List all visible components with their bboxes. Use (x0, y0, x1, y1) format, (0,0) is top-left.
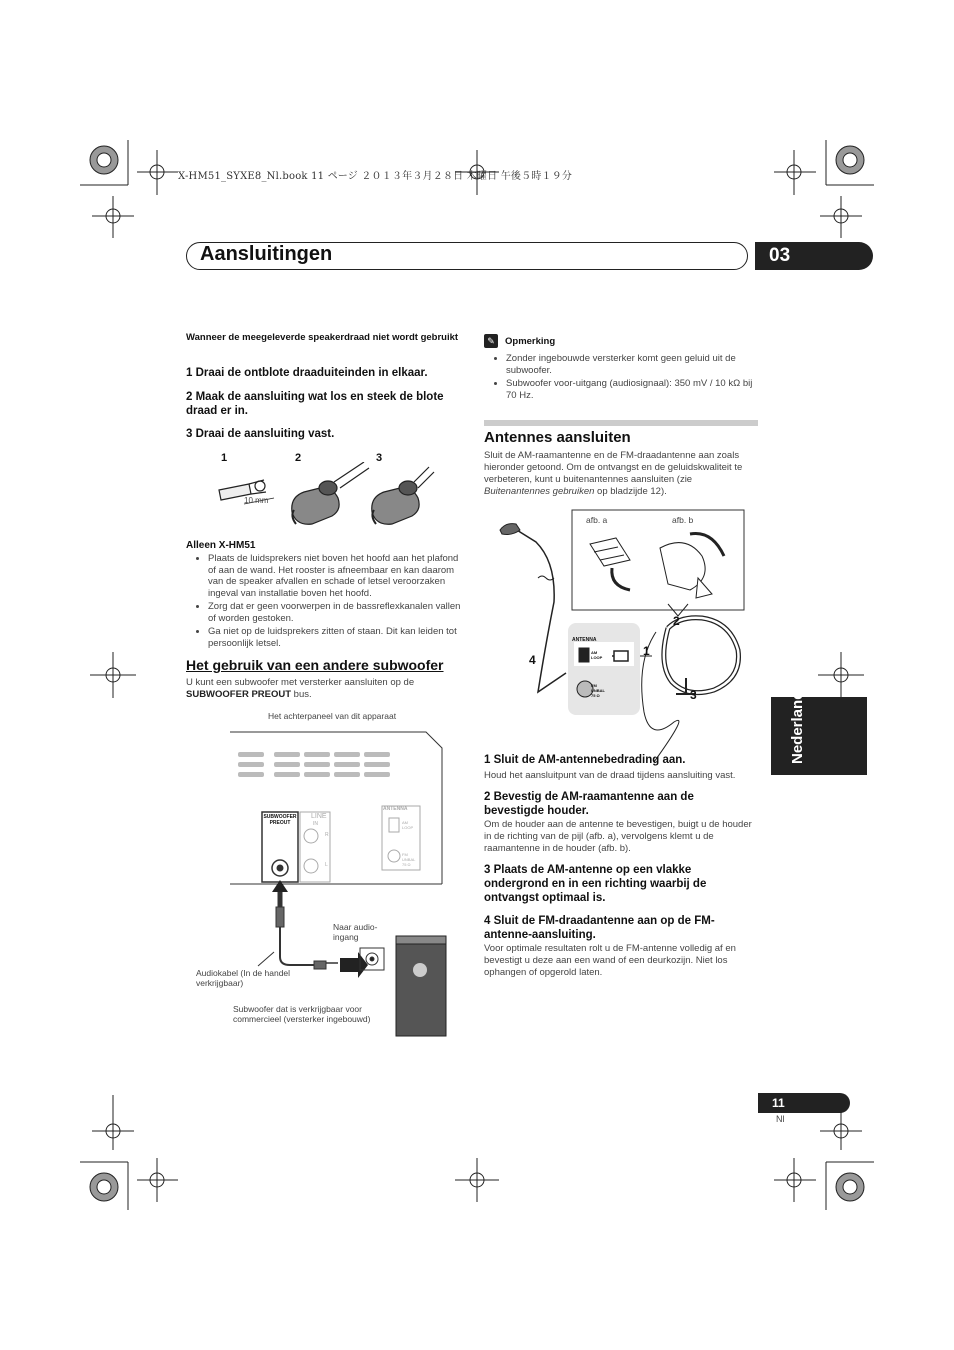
fig-num-3: 3 (690, 688, 697, 702)
fig-antenna-panel-label: ANTENNA (572, 637, 597, 643)
antenna-step-1-title: 1 Sluit de AM-antennebedrading aan. (484, 754, 686, 766)
fig-line-label: LINE (311, 813, 327, 820)
fig-label-1: 1 (221, 452, 228, 464)
antenna-step-1-text: Houd het aansluitpunt van de draad tijdens aansluiting vast. (484, 770, 736, 781)
safety-bullet-1: • Plaats de luidsprekers niet boven het hoofd aan het plafond of aan de wand. Het rooster is afneembaar en kan daarom van de speaker afvallen en schade of letsel veroorzaken ingeval van installatie boven het hoofd. (208, 553, 462, 599)
fig-in-label: IN (313, 821, 318, 827)
antenna-step-3-title: 3 Plaats de AM-antenne op een vlakke ondergrond en in een richting waarbij de ontvangst optimaal is. (484, 864, 707, 904)
safety-bullet-3: • Ga niet op de luidsprekers zitten of staan. Dit kan leiden tot persoonlijk letsel. (208, 626, 462, 649)
fig-subwoofer-preout-label: SUBWOOFER PREOUT (263, 814, 297, 826)
subwoofer-text (186, 677, 462, 701)
fig-label-3: 3 (376, 452, 383, 464)
language-side-tab (771, 682, 867, 775)
safety-bullet-2: • Zorg dat er geen voorwerpen in de bassreflexkanalen vallen of worden gestoken. (208, 601, 462, 624)
page-language: Nl (776, 1114, 785, 1124)
antenna-illustration (490, 508, 756, 770)
chapter-badge: 03 (755, 242, 873, 270)
speaker-step-1: 1 Draai de ontblote draaduiteinden in elkaar. (186, 367, 428, 379)
file-info-line: X-HM51_SYXE8_Nl.book 11 ページ ２０１３年３月２８日 木曜日 午後５時１９分 (178, 171, 573, 182)
fig-label-2: 2 (295, 452, 302, 464)
antennas-intro-b: op bladzijde 12). (594, 486, 667, 497)
fig-l-label: L (325, 862, 328, 868)
fig-antenna-label: ANTENNA (383, 806, 408, 812)
antenna-step-4-text: Voor optimale resultaten rolt u de FM-antenne volledig af en bevestigt u deze aan een wand of een deurkozijn. Niet los ophangen of opgerold laten. (484, 943, 736, 978)
safety-bullets (186, 553, 462, 651)
back-panel-illustration (196, 722, 466, 1042)
antenna-step-4-title: 4 Sluit de FM-draadantenne aan op de FM-antenne-aansluiting. (484, 915, 715, 941)
fig-fm-unbal-label: FM UNBAL 75 Ω (402, 852, 416, 867)
antennas-section-title: Antennes aansluiten (484, 429, 631, 446)
language-side-tab-label: Nederlands (789, 682, 806, 764)
antenna-step-2-text: Om de houder aan de antenne te bevestigen, buigt u de houder in de richting van de pijl (afb. a), vervolgens klemt u de raamantenne in de houder (afb. b). (484, 819, 752, 854)
fig-am-loop-panel-label: AM LOOP (591, 650, 603, 660)
section-divider (484, 420, 758, 426)
fig-naar-audio-label: Naar audio-ingang (333, 922, 378, 942)
fig-subwoofer-caption: Subwoofer dat is verkrijgbaar voor commercieel (versterker ingebouwd) (233, 1004, 371, 1024)
note-bullet-1: • Zonder ingebouwde versterker komt geen geluid uit de subwoofer. (506, 353, 758, 376)
subwoofer-section-title: Het gebruik van een andere subwoofer (186, 657, 444, 673)
subwoofer-text-c: bus. (291, 689, 312, 700)
page-title: Aansluitingen (200, 243, 333, 265)
alleen-heading: Alleen X-HM51 (186, 540, 256, 551)
fig-afb-b: afb. b (672, 515, 694, 525)
fig-audiokabel-label: Audiokabel (In de handel verkrijgbaar) (196, 968, 291, 988)
antennas-intro-link: Buitenantennes gebruiken (484, 486, 595, 497)
page-number: 11 (758, 1093, 850, 1113)
fig-r-label: R (325, 832, 329, 838)
speaker-heading: Wanneer de meegeleverde speakerdraad niet wordt gebruikt (186, 332, 459, 343)
speaker-step-3: 3 Draai de aansluiting vast. (186, 428, 335, 440)
fig-mm-label: 10 mm (244, 496, 269, 505)
fig-fm-unbal-panel-label: FM UNBAL 75 Ω (591, 683, 605, 698)
speaker-step-2: 2 Maak de aansluiting wat los en steek de blote draad er in. (186, 391, 444, 417)
fig-am-loop-label: AM LOOP (402, 820, 414, 830)
fig-num-2: 2 (673, 614, 680, 628)
note-icon: ✎ (484, 334, 498, 348)
subwoofer-jack-name: SUBWOOFER PREOUT (186, 689, 292, 700)
fig-num-4: 4 (529, 653, 536, 667)
subwoofer-text-a: U kunt een subwoofer met versterker aansluiten op de (186, 677, 415, 688)
antennas-intro-a: Sluit de AM-raamantenne en de FM-draadantenne aan zoals hieronder getoond. Om de ontvangst en de geluidskwaliteit te verbeteren, kunt u buitenantennes aansluiten (zie (484, 450, 743, 485)
fig-num-1: 1 (643, 644, 650, 658)
note-bullet-2: • Subwoofer voor-uitgang (audiosignaal): 350 mV / 10 kΩ bij 70 Hz. (506, 378, 758, 401)
antenna-step-2-title: 2 Bevestig de AM-raamantenne aan de bevestigde houder. (484, 791, 694, 817)
note-bullets (484, 353, 758, 403)
fig-afb-a: afb. a (586, 515, 608, 525)
fig-back-panel-caption: Het achterpaneel van dit apparaat (268, 711, 397, 721)
note-title: Opmerking (505, 336, 556, 347)
antennas-intro (484, 450, 760, 498)
